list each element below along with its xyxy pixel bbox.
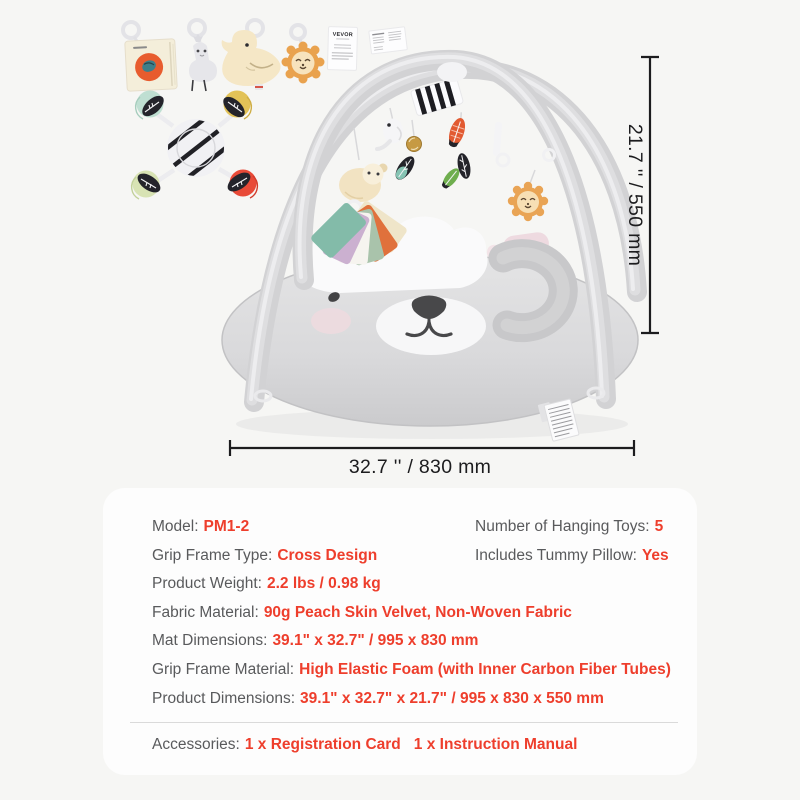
hanging-sheep-toy	[339, 128, 388, 215]
spec-label: Mat Dimensions:	[152, 632, 268, 650]
play-gym	[222, 57, 638, 443]
spec-value: Yes	[641, 546, 669, 564]
spec-accessories	[103, 723, 697, 760]
spec-row-2	[152, 542, 669, 571]
spec-fabric-material	[152, 599, 656, 628]
leaf-teether-teal	[136, 91, 168, 120]
hanging-gold-disc	[407, 120, 422, 152]
spec-mat-dimensions	[152, 627, 656, 656]
spec-value: 2.2 lbs / 0.98 kg	[267, 575, 381, 593]
spec-value: PM1-2	[203, 518, 250, 535]
spec-label: Fabric Material:	[152, 603, 259, 621]
spec-value: 1 x Instruction Manual	[413, 736, 578, 754]
spec-value: 90g Peach Skin Velvet, Non-Woven Fabric	[263, 603, 572, 621]
registration-card-brand: VEVOR	[332, 31, 354, 39]
spec-label: Product Dimensions:	[152, 689, 296, 707]
leaf-teether-green	[132, 170, 164, 199]
spec-tummy-pillow	[475, 542, 669, 571]
spec-label: Grip Frame Material:	[152, 660, 295, 678]
spec-product-dimensions	[152, 685, 656, 714]
spec-rows	[103, 488, 697, 713]
spec-value: 39.1" x 32.7" / 995 x 830 mm	[272, 632, 479, 650]
lion-toy	[282, 25, 325, 84]
spec-value: 39.1" x 32.7" x 21.7" / 995 x 830 x 550 mm	[300, 689, 604, 707]
spec-row-1	[152, 513, 664, 542]
cloth-book-toy	[123, 22, 177, 91]
hanging-leaf-orange	[446, 111, 470, 149]
spec-label: Model:	[152, 518, 199, 535]
spec-value: 1 x Registration Card	[244, 736, 401, 754]
width-dimension	[230, 440, 634, 456]
ball-rattle-toy	[132, 91, 258, 200]
spec-label: Number of Hanging Toys:	[475, 518, 650, 535]
spec-label: Grip Frame Type:	[152, 546, 273, 564]
spec-card	[103, 488, 697, 775]
registration-card	[327, 27, 357, 71]
leaf-teether-yellow	[220, 91, 252, 121]
spec-hanging-toys	[475, 513, 663, 542]
hanging-leaf-teal	[392, 153, 418, 183]
spec-grip-frame-material	[152, 656, 671, 685]
instruction-manual	[369, 27, 408, 54]
mobile-top-piece	[437, 62, 467, 82]
hanging-bird-toy	[377, 108, 403, 149]
spec-value: High Elastic Foam (with Inner Carbon Fiber Tubes)	[299, 660, 671, 678]
spec-label: Accessories:	[152, 736, 240, 754]
hanging-ring	[497, 154, 509, 166]
hanging-strap	[493, 122, 502, 156]
duck-toy	[222, 20, 281, 90]
llama-toy	[189, 20, 217, 91]
spec-grip-frame-type	[152, 542, 475, 571]
bear-cheek	[311, 308, 351, 334]
spec-value: Cross Design	[277, 546, 378, 564]
spec-value: 5	[654, 518, 664, 535]
spec-model	[152, 513, 475, 542]
width-dimension-label: 32.7 '' / 830 mm	[348, 456, 492, 478]
height-dimension-label: 21.7 '' / 550 mm	[624, 123, 646, 267]
spec-product-weight	[152, 570, 656, 599]
hanging-lion-toy	[508, 170, 548, 221]
spec-label: Includes Tummy Pillow:	[475, 546, 637, 564]
spec-label: Product Weight:	[152, 575, 262, 593]
